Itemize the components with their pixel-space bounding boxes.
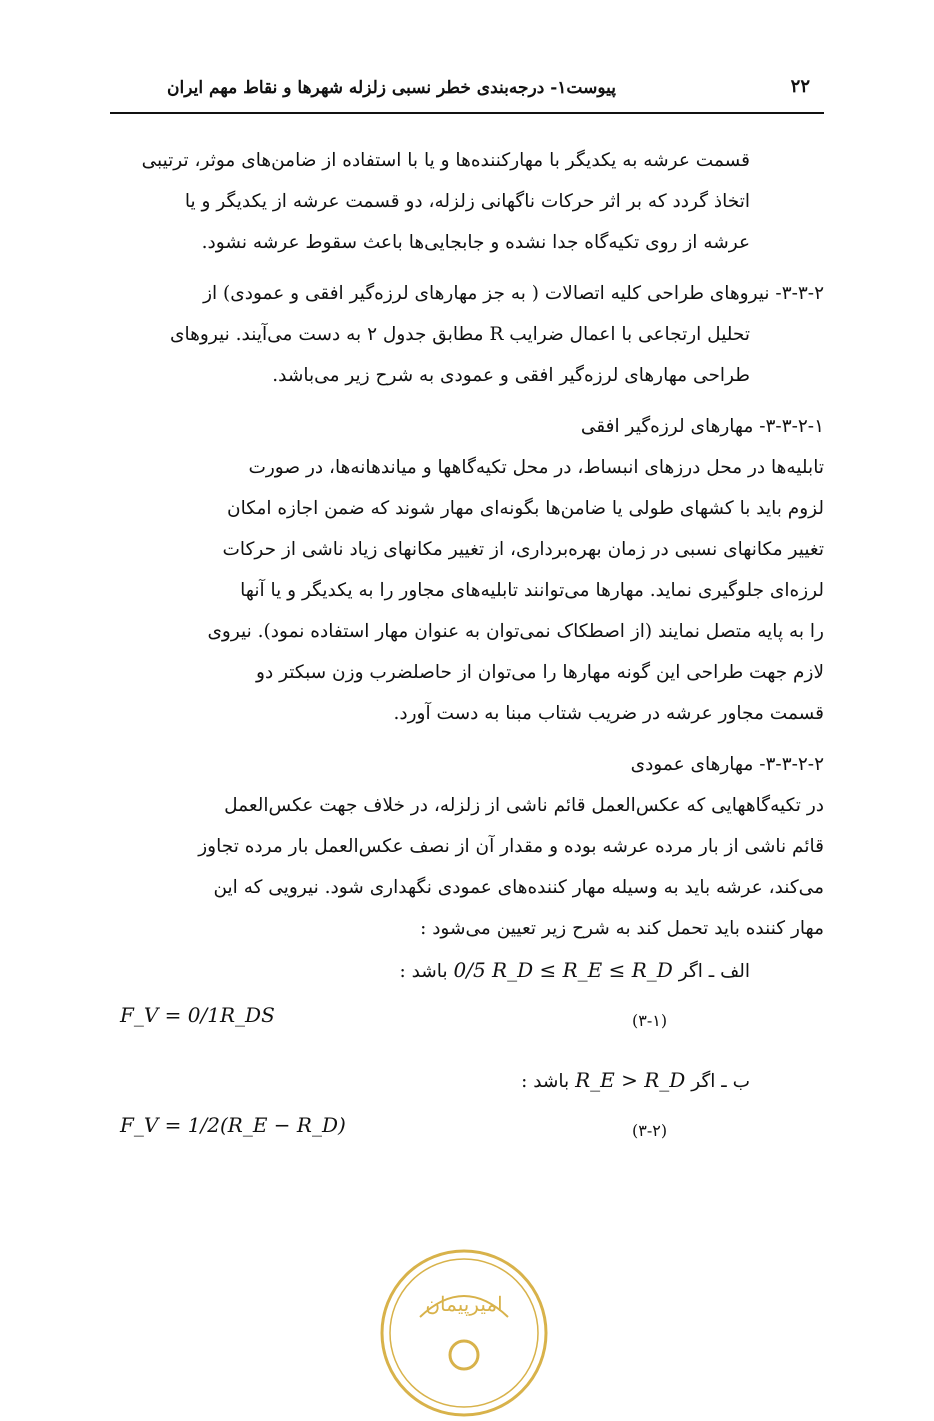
text-line: مهار کننده باید تحمل کند به شرح زیر تعیین می‌شود :	[420, 918, 824, 939]
publisher-stamp-logo	[376, 1245, 552, 1421]
page-body	[112, 140, 824, 1155]
case-b-condition	[112, 1059, 824, 1103]
text-line: ۳-۳-۲- نیروهای طراحی کلیه اتصالات ( به جز مهارهای لرزه‌گیر افقی و عمودی) از	[203, 283, 824, 304]
page-header	[110, 70, 824, 114]
equation-3-1	[112, 993, 824, 1045]
case-a-condition	[112, 949, 824, 993]
condition-suffix: باشد :	[521, 1071, 570, 1092]
condition-math: 0/5 R_D ≤ R_E ≤ R_D	[453, 958, 673, 982]
text-line: لزوم باید با کشهای طولی یا ضامن‌ها بگونه‌ای مهار شوند که ضمن اجازه امکان	[227, 498, 824, 519]
page-number: ۲۲	[790, 76, 810, 97]
section-vertical-restraints	[112, 744, 824, 949]
condition-suffix: باشد :	[399, 961, 448, 982]
text-line: لرزه‌ای جلوگیری نماید. مهارها می‌توانند تابلیه‌های مجاور را به یکدیگر و یا آنها	[240, 580, 824, 601]
condition-math: R_E > R_D	[575, 1068, 686, 1092]
section-horizontal-restraints	[112, 406, 824, 734]
formula: F_V = 0/1R_DS	[120, 1003, 275, 1027]
running-title: پیوست۱- درجه‌بندی خطر نسبی زلزله شهرها و نقاط مهم ایران	[167, 78, 616, 98]
condition-prefix: الف ـ اگر	[678, 961, 750, 982]
formula: F_V = 1/2(R_E − R_D)	[120, 1113, 346, 1137]
condition-prefix: ب ـ اگر	[691, 1071, 750, 1092]
section-3-3-2	[112, 273, 824, 396]
stamp-text: امیرپیمان	[425, 1292, 503, 1316]
equation-3-2	[112, 1103, 824, 1155]
text-line: قسمت عرشه به یکدیگر با مهارکننده‌ها و یا با استفاده از ضامن‌های موثر، ترتیبی	[141, 150, 750, 171]
text-line: طراحی مهارهای لرزه‌گیر افقی و عمودی به شرح زیر می‌باشد.	[272, 365, 750, 386]
section-heading: ۳-۳-۲-۱- مهارهای لرزه‌گیر افقی	[580, 416, 824, 437]
text-line: تابلیه‌ها در محل درزهای انبساط، در محل تکیه‌گاهها و میاندهانه‌ها، در صورت	[248, 457, 824, 478]
text-line: قائم ناشی از بار مرده عرشه بوده و مقدار آن از نصف عکس‌العمل بار مرده تجاوز	[198, 836, 824, 857]
equation-number: (۳-۲)	[632, 1121, 668, 1140]
intro-paragraph	[112, 140, 824, 263]
text-line: قسمت مجاور عرشه در ضریب شتاب مبنا به دست آورد.	[393, 703, 824, 724]
text-line: لازم جهت طراحی این گونه مهارها را می‌توان از حاصلضرب وزن سبکتر دو	[256, 662, 824, 683]
section-heading: ۳-۳-۲-۲- مهارهای عمودی	[630, 754, 824, 775]
text-line: تغییر مکانهای نسبی در زمان بهره‌برداری، از تغییر مکانهای زیاد ناشی از حرکات	[222, 539, 824, 560]
equation-number: (۳-۱)	[632, 1011, 668, 1030]
text-line: در تکیه‌گاههایی که عکس‌العمل قائم ناشی از زلزله، در خلاف جهت عکس‌العمل	[224, 795, 824, 816]
text-line: عرشه از روی تکیه‌گاه جدا نشده و جابجایی‌ها باعث سقوط عرشه نشود.	[201, 232, 750, 253]
text-line: می‌کند، عرشه باید به وسیله مهار کننده‌های عمودی نگهداری شود. نیرویی که این	[213, 877, 824, 898]
header-rule	[110, 112, 824, 114]
text-line: را به پایه متصل نمایند (از اصطکاک نمی‌توان به عنوان مهار استفاده نمود). نیروی	[207, 621, 824, 642]
text-line: اتخاذ گردد که بر اثر حرکات ناگهانی زلزله، دو قسمت عرشه از یکدیگر و یا	[184, 191, 750, 212]
text-line: تحلیل ارتجاعی با اعمال ضرایب R مطابق جدول ۲ به دست می‌آیند. نیروهای	[170, 324, 750, 345]
